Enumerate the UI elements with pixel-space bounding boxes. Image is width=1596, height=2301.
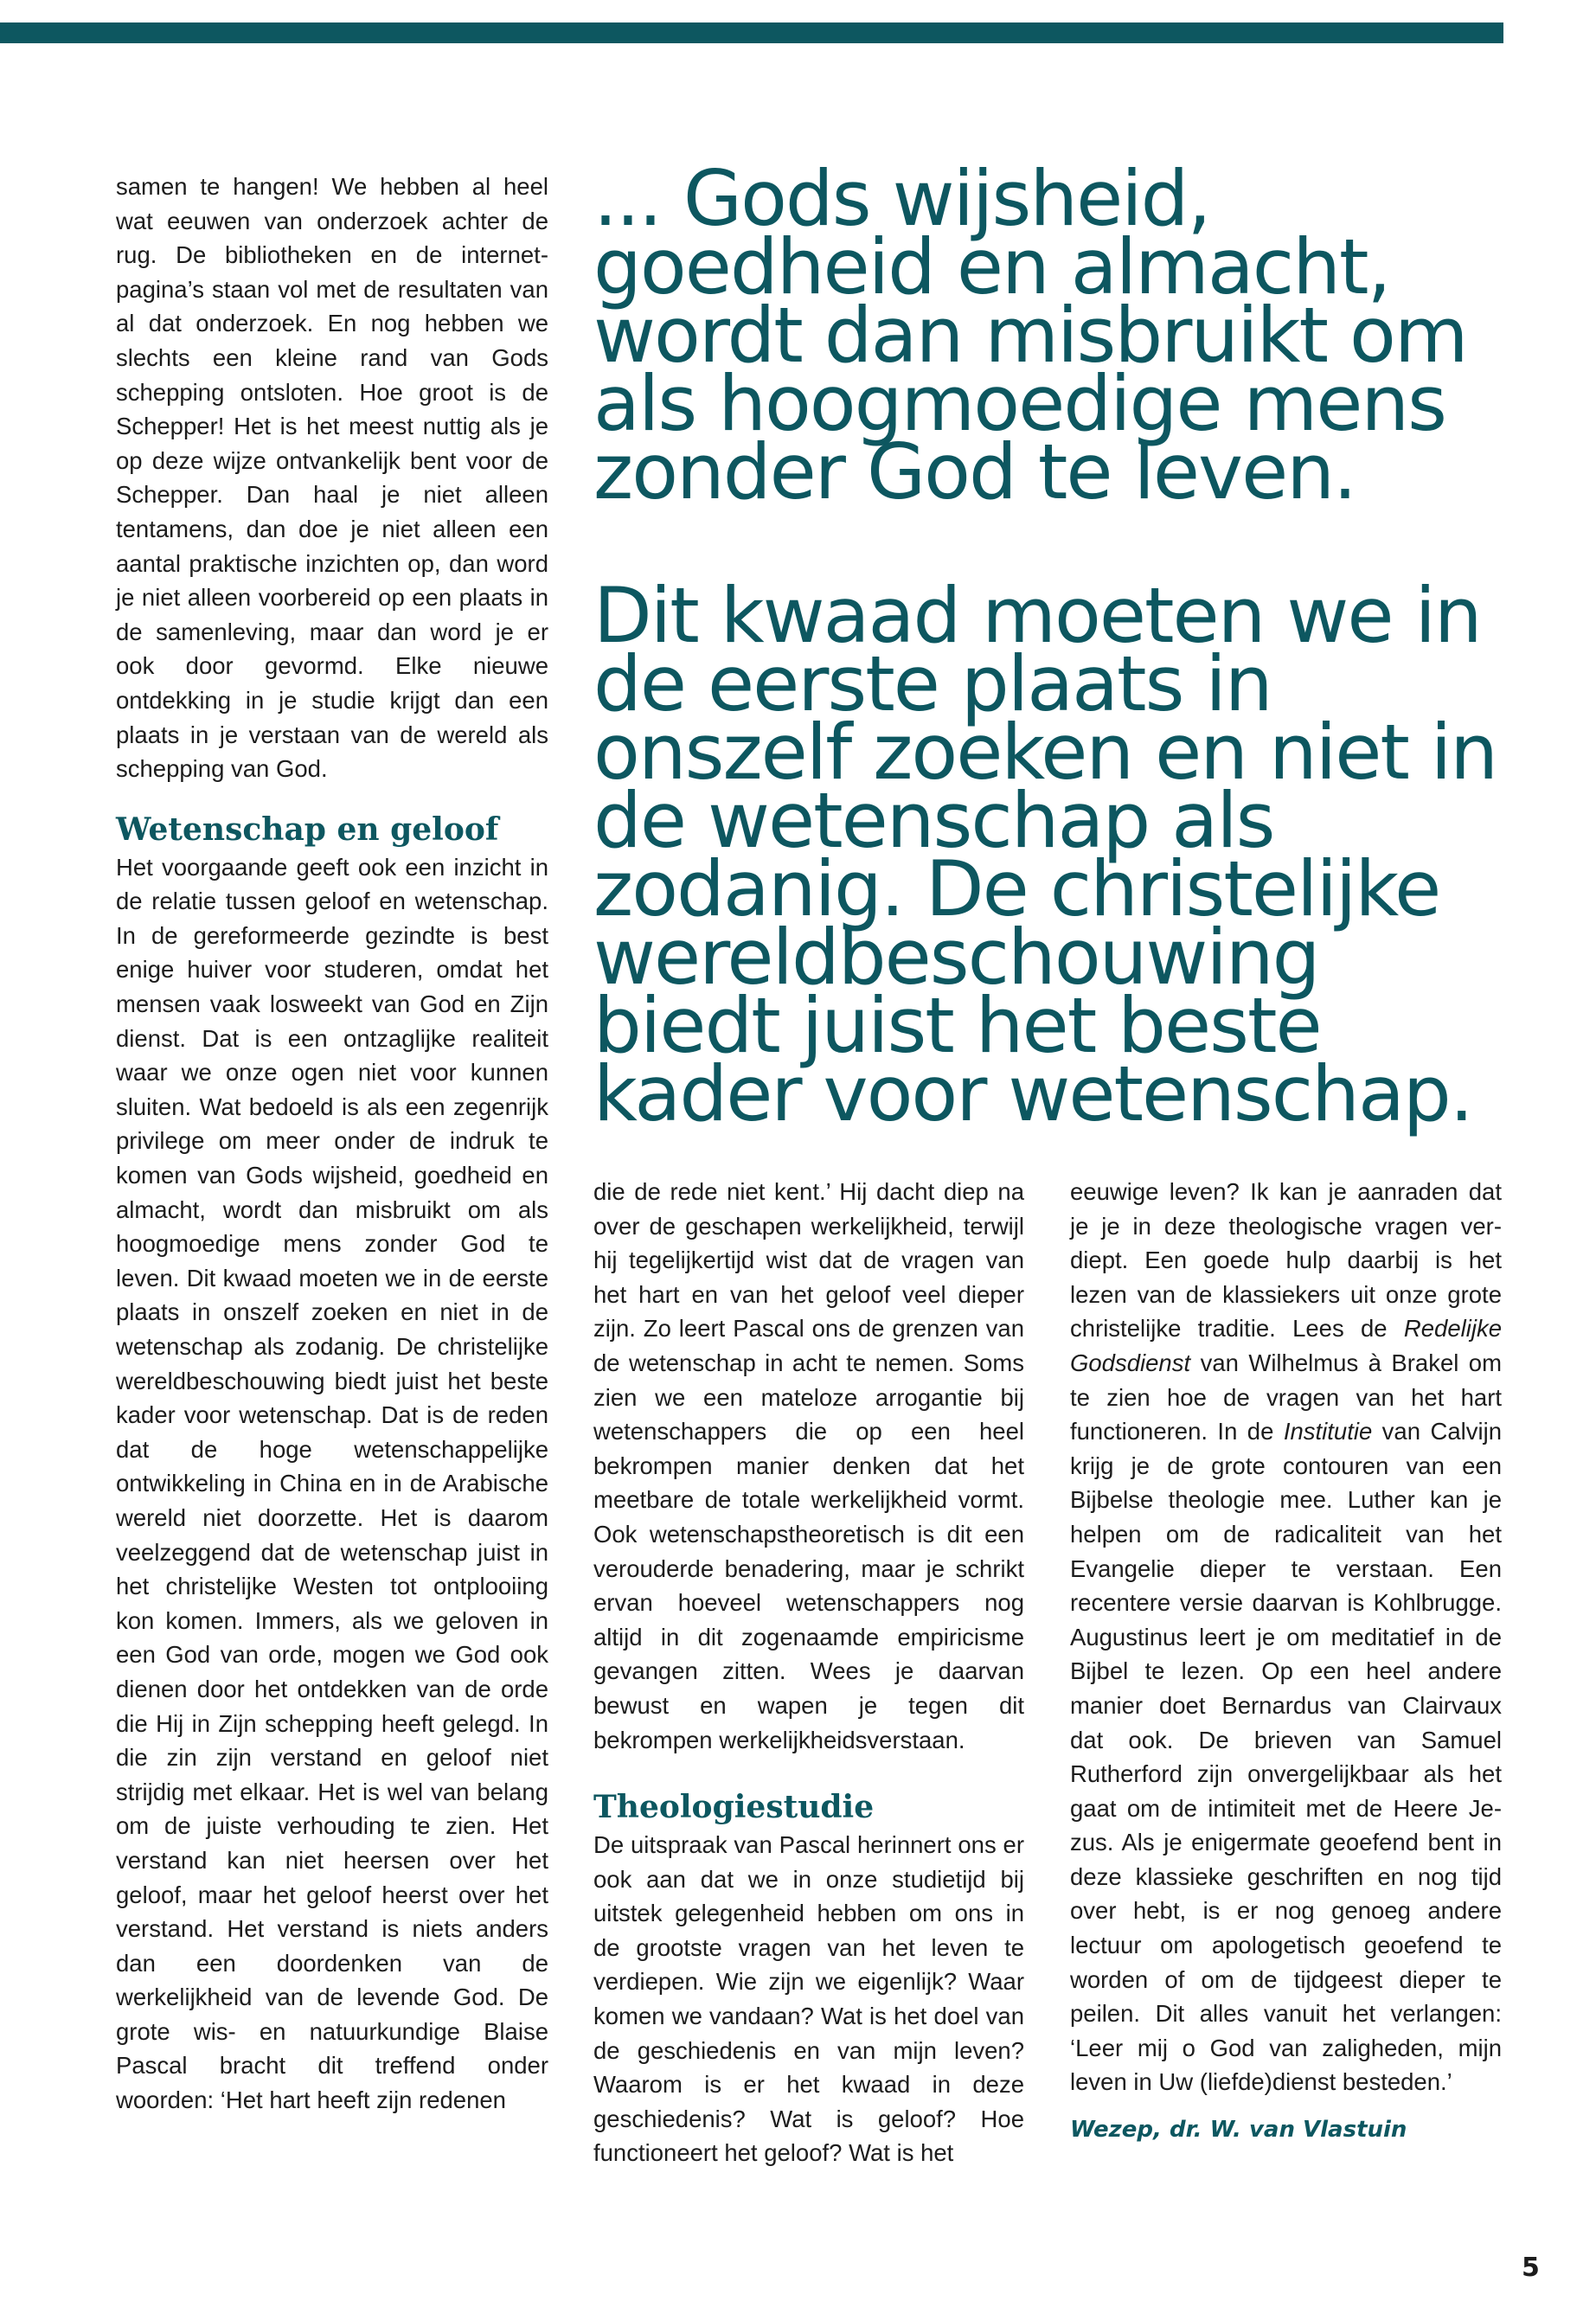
page-number: 5 [1522, 2253, 1540, 2283]
column-middle [593, 1175, 1024, 2170]
body-paragraph: De uitspraak van Pascal herinnert ons er ook aan dat we in onze studietijd bij uitstek gelegenheid hebben om ons in de grootste vragen van het leven te verdiepen. Wie zijn we eigenlijk? Waar komen we vandaan? Wat is het doel van de geschiedenis en van mijn leven? Waarom is er het kwaad in deze geschiedenis? Wat is geloof? Hoe functioneert het geloof? Wat is het [593, 1831, 1024, 2167]
text-run: van Calvijn krijg je de grote contouren van een Bijbelse theologie mee. Luther kan je helpen om de radicaliteit van het Evangelie dieper te verstaan. Een recentere versie daarvan is Kohlbrugge. Augustinus leert je om meditatief in de Bijbel te lezen. Op een heel andere manier doet Bernardus van Clairvaux dat ook. De brieven van Samuel Rutherford zijn onvergelijkbaar als het gaat om de intimiteit met de Heere Jezus. Als je enigermate geoefend bent in deze klassieke geschriften en nog tijd over hebt, is er nog genoeg andere lectuur om apologetisch geoefend te worden of om de tijdgeest dieper te peilen. Dit alles vanuit het verlangen: ‘Leer mij o God van zaligheden, mijn leven in Uw (liefde)dienst besteden.’ [1070, 1418, 1502, 2096]
body-paragraph: samen te hangen! We hebben al heel wat eeuwen van onderzoek achter de rug. De bibliotheken en de internetpagina’s staan vol met de resultaten van al dat onderzoek. En nog hebben we slechts een kleine rand van Gods schepping ontsloten. Hoe groot is de Schepper! Het is het meest nuttig als je op deze wijze ontvankelijk bent voor de Schepper. Dan haal je niet alleen tentamens, dan doe je niet alleen een aantal praktische inzichten op, dan word je niet alleen voorbereid op een plaats in de samenleving, maar dan word je er ook door gevormd. Elke nieuwe ontdekking in je studie krijgt dan een plaats in je verstaan van de wereld als schepping van God. [116, 173, 548, 783]
author-signature: Wezep, dr. W. van Vlastuin [1070, 2117, 1407, 2143]
book-title-institutie: Institutie [1283, 1418, 1373, 1445]
body-paragraph: Het voorgaande geeft ook een inzicht in de relatie tussen geloof en wetenschap. In de gereformeerde gezindte is best enige huiver voor studeren, omdat het mensen vaak losweekt van God en Zijn dienst. Dat is een ontzaglijke realiteit waar we onze ogen niet voor kunnen sluiten. Wat bedoeld is als een zegenrijk privilege om meer onder de indruk te komen van Gods wijsheid, goedheid en almacht, wordt dan misbruikt om als hoogmoedige mens zonder God te leven. Dit kwaad moeten we in de eerste plaats in onszelf zoeken en niet in de wetenschap als zodanig. De christelijke wereldbeschouwing biedt juist het beste kader voor wetenschap. Dat is de reden dat de hoge wetenschappelijke ontwikkeling in China en in de Arabische wereld niet doorzette. Het is daarom veelzeggend dat de wetenschap juist in het christelijke Westen tot ontplooiing kon komen. Immers, als we geloven in een God van orde, mogen we God ook dienen door het ontdekken van de orde die Hij in Zijn schepping heeft gelegd. In die zin zijn verstand en geloof niet strijdig met elkaar. Het is wel van belang om de juiste verhouding te zien. Het verstand kan niet heersen over het geloof, maar het geloof heerst over het verstand. Het verstand is niets anders dan een doordenken van de werkelijkheid van de levende God. De grote wis- en natuurkundige Blaise Pascal bracht dit treffend onder woorden: ‘Het hart heeft zijn redenen [116, 853, 548, 2114]
section-heading-wetenschap: Wetenschap en geloof [116, 811, 499, 848]
pull-quote-second: Dit kwaad moeten we in de eerste plaats in onszelf zoeken en niet in de wetenschap als zodanig. De christelijke wereldbeschouwing biedt juist het beste kader voor wetenschap. [593, 571, 1497, 1138]
pull-quote-first: ... Gods wijsheid, goedheid en almacht, wordt dan misbruikt om als hoogmoedige mens zonder God te leven. [593, 154, 1467, 516]
column-right [1070, 1175, 1502, 2099]
book-title-redelijke-godsdienst: Redelijke Godsdienst [1070, 1315, 1502, 1376]
body-paragraph [1070, 1175, 1502, 2099]
section-heading-theologiestudie: Theologiestudie [593, 1789, 875, 1826]
text-run: van Wilhelmus à Brakel om te zien hoe de vragen van het hart functioneren. In de [1070, 1349, 1502, 1445]
column-left [116, 170, 548, 2118]
text-run: eeuwige leven? Ik kan je aanraden dat je je in deze theologische vragen verdiept. Een goede hulp daarbij is het lezen van de klassiekers uit onze grote christelijke traditie. Lees de [1070, 1178, 1502, 1343]
body-paragraph: die de rede niet kent.’ Hij dacht diep na over de geschapen werkelijkheid, terwijl hij tegelijkertijd wist dat de vragen van het hart en van het geloof veel dieper zijn. Zo leert Pascal ons de grenzen van de wetenschap in acht te nemen. Soms zien we een mateloze arrogantie bij wetenschappers die op een heel bekrompen manier denken dat het meetbare de totale werkelijkheid vormt. Ook wetenschapstheoretisch is dit een verouderde benadering, maar je schrikt ervan hoeveel wetenschappers nog altijd in dit zogenaamde empiricisme gevangen zitten. Wees je daarvan bewust en wapen je tegen dit bekrompen werkelijkheidsverstaan. [593, 1178, 1024, 1753]
header-bar [0, 22, 1503, 43]
